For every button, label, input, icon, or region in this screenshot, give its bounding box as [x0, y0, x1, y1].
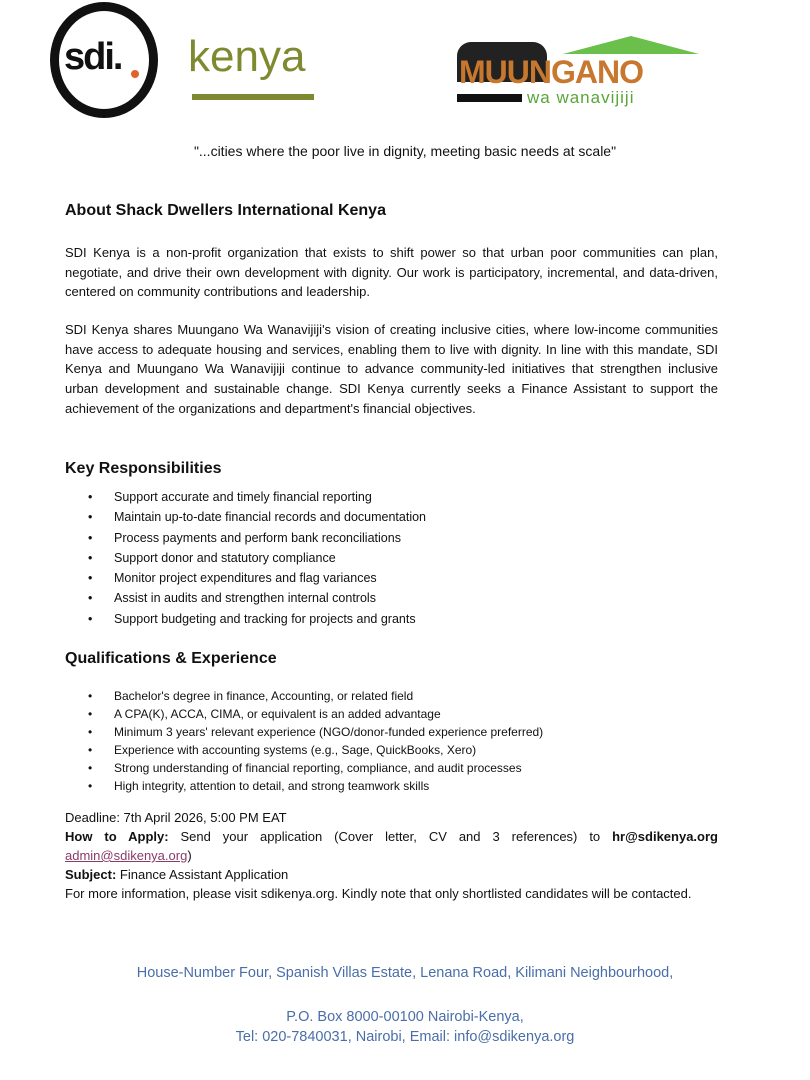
subject-text: Finance Assistant Application — [116, 867, 289, 882]
list-item: • Assist in audits and strengthen internal controls — [88, 588, 426, 608]
logo-bar — [457, 94, 522, 102]
list-item: • Support budgeting and tracking for projects and grants — [88, 609, 426, 629]
list-item: • A CPA(K), ACCA, CIMA, or equivalent is an added advantage — [88, 706, 543, 724]
apply-section — [65, 808, 718, 903]
logo-sdi-mark: sdi. — [64, 36, 122, 78]
about-paragraph-1: SDI Kenya is a non-profit organization that exists to shift power so that urban poor communities can plan, negotiate, and drive their own development with dignity. Our work is participatory, incremental, and data-driven, centered on community contributions and leadership. — [65, 245, 718, 300]
footer-contact: Tel: 020-7840031, Nairobi, Email: info@sdikenya.org — [235, 1029, 575, 1045]
tagline: "...cities where the poor live in dignity, meeting basic needs at scale" — [193, 143, 617, 159]
responsibilities-list — [88, 487, 426, 629]
subject-label: Subject: — [65, 867, 117, 882]
muungano-logo — [455, 36, 735, 110]
responsibilities-heading: Key Responsibilities — [65, 460, 222, 477]
email-admin-suffix: ) — [187, 848, 192, 863]
about-paragraph-2: SDI Kenya shares Muungano Wa Wanavijiji's vision of creating inclusive cities, where low-income communities have access to adequate housing and services, enabling them to live with dignity. In line with this mandate, SDI Kenya and Muungano Wa Wanavijiji continue to advance community-led initiatives that strengthen inclusive urban development and sustainable change. SDI Kenya currently seeks a Finance Assistant to support the achievement of the organizations and department's financial objectives. — [65, 322, 718, 416]
list-item: • Support accurate and timely financial reporting — [88, 487, 426, 507]
list-item: • Minimum 3 years' relevant experience (NGO/donor-funded experience preferred) — [88, 724, 543, 742]
qualifications-list — [88, 688, 543, 795]
qualifications-heading: Qualifications & Experience — [65, 650, 277, 667]
how-to-apply-label: How to Apply: — [65, 829, 169, 844]
sdi-kenya-logo — [44, 2, 324, 124]
how-to-apply-text: Send your application (Cover letter, CV and 3 references) to — [168, 829, 613, 844]
footer-address-2: P.O. Box 8000-00100 Nairobi-Kenya, — [286, 1009, 524, 1025]
logo-roof — [563, 36, 699, 54]
list-item: • Strong understanding of financial reporting, compliance, and audit processes — [88, 760, 543, 778]
logo-dot — [131, 70, 139, 78]
list-item: • Maintain up-to-date financial records and documentation — [88, 507, 426, 527]
how-to-apply — [65, 827, 718, 846]
about-heading: About Shack Dwellers International Kenya — [65, 202, 386, 219]
list-item: • Support donor and statutory compliance — [88, 548, 426, 568]
subject-line — [65, 865, 718, 884]
deadline: Deadline: 7th April 2026, 5:00 PM EAT — [65, 810, 287, 825]
list-item: • Monitor project expenditures and flag variances — [88, 568, 426, 588]
footer-address-1: House-Number Four, Spanish Villas Estate, Lenana Road, Kilimani Neighbourhood, — [136, 965, 674, 981]
logo-underline — [192, 94, 314, 100]
list-item: • Process payments and perform bank reconciliations — [88, 528, 426, 548]
list-item: • High integrity, attention to detail, and strong teamwork skills — [88, 778, 543, 796]
email-admin-link[interactable]: admin@sdikenya.org — [65, 848, 188, 863]
logo-muungano-word: MUUNGANO — [459, 54, 643, 90]
email-admin-line — [65, 846, 718, 865]
logo-sub: wa wanavijiji — [527, 88, 635, 107]
list-item: • Experience with accounting systems (e.g., Sage, QuickBooks, Xero) — [88, 742, 543, 760]
email-hr[interactable]: hr@sdikenya.org — [612, 829, 718, 844]
logo-kenya-word: kenya — [188, 32, 306, 81]
list-item: • Bachelor's degree in finance, Accounting, or related field — [88, 688, 543, 706]
more-info: For more information, please visit sdikenya.org. Kindly note that only shortlisted candidates will be contacted. — [65, 886, 692, 901]
